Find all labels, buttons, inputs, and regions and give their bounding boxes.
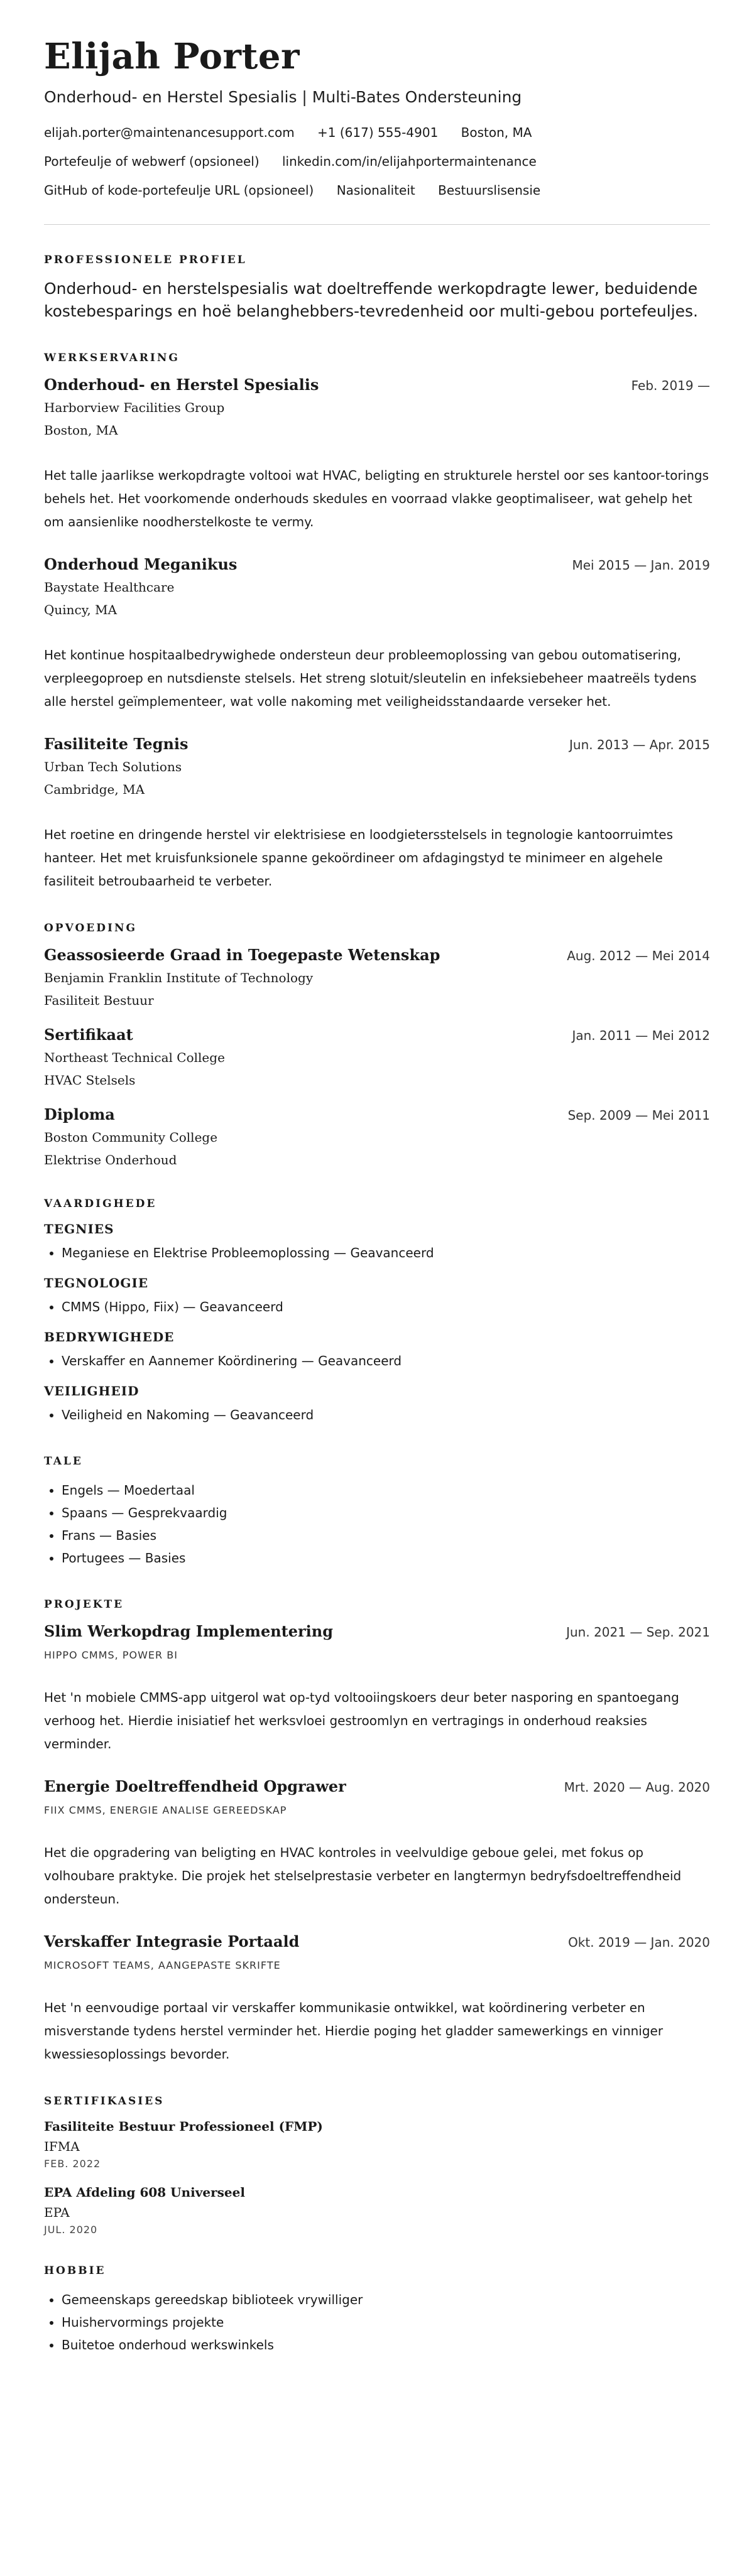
skill-item: • Meganiese en Elektrise Probleemoplossing — Geavanceerd: [62, 1242, 710, 1264]
certification-name: EPA Afdeling 608 Universeel: [44, 2185, 245, 2200]
job-description: Het talle jaarlikse werkopdragte voltooi wat HVAC, beligting en strukturele herstel oor ses kantoor-torings behels het. Het voorkomende onderhouds skedules en voorraad vlakke geoptimaliseer, wat gehelp het om aansienlike noodherstelkoste te vermy.: [44, 468, 709, 530]
skill-list: [44, 1404, 710, 1426]
certification-entry: [44, 2185, 710, 2236]
project-title: Verskaffer Integrasie Portaald: [44, 1932, 300, 1951]
contact-phone[interactable]: +1 (617) 555-4901: [317, 124, 439, 140]
candidate-name: Elijah Porter: [44, 36, 300, 77]
job-description: Het roetine en dringende herstel vir elektrisiese en loodgietersstelsels in tegnologie kantoorruimtes hanteer. Het met kruisfunksionele spanne gekoördineer om afdagingstyd te minimeer en algehele fasiliteit betroubaarheid te verbeter.: [44, 827, 674, 889]
projects-section: [44, 1598, 710, 2066]
project-title: Slim Werkopdrag Implementering: [44, 1622, 334, 1641]
project-description: Het 'n eenvoudige portaal vir verskaffer kommunikasie ontwikkel, wat koördinering verbeter en misverstande tydens herstel verminder het. Hierdie poging het gladder samewerkings en vinniger kwessiesoplossings bevorder.: [44, 2000, 664, 2062]
language-list: [44, 1479, 710, 1569]
job-date: Jun. 2013 — Apr. 2015: [569, 737, 710, 753]
skill-category: TEGNOLOGIE: [44, 1275, 149, 1291]
project-date: Okt. 2019 — Jan. 2020: [568, 1935, 710, 1951]
education-entry: [44, 946, 710, 1009]
job-company: Urban Tech Solutions: [44, 759, 182, 775]
project-entry: [44, 1777, 710, 1911]
certification-name: Fasiliteite Bestuur Professioneel (FMP): [44, 2119, 323, 2135]
school-name: Boston Community College: [44, 1130, 218, 1145]
section-title-education: OPVOEDING: [44, 922, 138, 935]
degree-title: Sertifikaat: [44, 1026, 133, 1044]
certification-date: JUL. 2020: [44, 2224, 98, 2236]
job-location: Boston, MA: [44, 423, 118, 438]
skill-category: BEDRYWIGHEDE: [44, 1329, 175, 1345]
contact-row-3: [44, 181, 710, 199]
skill-item: • Verskaffer en Aannemer Koördinering — Geavanceerd: [62, 1350, 710, 1372]
job-description: Het kontinue hospitaalbedrywighede ondersteun deur probleemoplossing van gebou outomatisering, verpleegoproep en nutsdienste stelsels. Het streng slotuit/sleutelin en infeksiebeheer maatreëls tydens alle herstel geïmplementeer, wat volle nakoming met veiligheidsstandaarde verseker het.: [44, 647, 697, 710]
section-title-languages: TALE: [44, 1455, 83, 1468]
project-entry: [44, 1622, 710, 1756]
job-company: Harborview Facilities Group: [44, 400, 225, 416]
hobby-item: • Buitetoe onderhoud werkswinkels: [62, 2334, 710, 2356]
section-title-hobbies: HOBBIE: [44, 2265, 106, 2278]
job-title: Onderhoud Meganikus: [44, 555, 238, 574]
profile-summary: Onderhoud- en herstelspesialis wat doeltreffende werkopdragte lewer, beduidende kostebesparings en hoë belanghebbers-tevredenheid oor multi-gebou portefeuljes.: [44, 279, 699, 320]
skill-category: VEILIGHEID: [44, 1383, 139, 1399]
degree-date: Sep. 2009 — Mei 2011: [567, 1108, 710, 1123]
experience-entry: [44, 735, 710, 893]
experience-entry: [44, 555, 710, 713]
language-item: • Frans — Basies: [62, 1524, 710, 1547]
education-entry: [44, 1026, 710, 1089]
contact-row-2: [44, 153, 710, 170]
job-title: Fasiliteite Tegnis: [44, 735, 188, 754]
job-date: Mei 2015 — Jan. 2019: [572, 558, 710, 573]
hobby-item: • Gemeenskaps gereedskap biblioteek vrywilliger: [62, 2288, 710, 2311]
job-date: Feb. 2019 —: [631, 378, 710, 394]
school-name: Northeast Technical College: [44, 1050, 225, 1066]
experience-section: [44, 352, 710, 893]
degree-title: Geassosieerde Graad in Toegepaste Wetenskap: [44, 946, 440, 965]
certification-org: IFMA: [44, 2139, 80, 2155]
certification-date: FEB. 2022: [44, 2158, 101, 2170]
project-tech: FIIX CMMS, ENERGIE ANALISE GEREEDSKAP: [44, 1804, 287, 1817]
contact-location: Boston, MA: [461, 124, 532, 140]
section-title-certifications: SERTIFIKASIES: [44, 2095, 165, 2108]
section-title-profile: PROFESSIONELE PROFIEL: [44, 253, 247, 266]
job-title: Onderhoud- en Herstel Spesialis: [44, 376, 319, 394]
certification-org: EPA: [44, 2205, 70, 2221]
skill-list: [44, 1350, 710, 1372]
header-divider: [44, 224, 710, 225]
project-description: Het 'n mobiele CMMS-app uitgerol wat op-tyd voltooiingskoers deur beter nasporing en spantoegang verhoog het. Hierdie inisiatief het werksvloei gestroomlyn en vertragings in onderhoud reaksies verminder.: [44, 1690, 679, 1752]
project-entry: [44, 1932, 710, 2066]
degree-date: Jan. 2011 — Mei 2012: [572, 1028, 710, 1044]
project-date: Jun. 2021 — Sep. 2021: [566, 1625, 710, 1640]
degree-field: Elektrise Onderhoud: [44, 1152, 177, 1168]
skill-list: [44, 1296, 710, 1318]
certification-entry: [44, 2119, 710, 2170]
job-company: Baystate Healthcare: [44, 580, 175, 595]
hobby-list: [44, 2288, 710, 2356]
degree-title: Diploma: [44, 1105, 115, 1124]
language-item: • Engels — Moedertaal: [62, 1479, 710, 1502]
certifications-section: [44, 2095, 710, 2236]
skill-list: [44, 1242, 710, 1264]
degree-field: Fasiliteit Bestuur: [44, 993, 154, 1009]
section-title-experience: WERKSERVARING: [44, 352, 180, 365]
contact-github[interactable]: GitHub of kode-portefeulje URL (opsioneel): [44, 182, 314, 198]
education-section: [44, 922, 710, 1169]
skill-item: • CMMS (Hippo, Fiix) — Geavanceerd: [62, 1296, 710, 1318]
project-tech: MICROSOFT TEAMS, AANGEPASTE SKRIFTE: [44, 1959, 281, 1972]
skill-item: • Veiligheid en Nakoming — Geavanceerd: [62, 1404, 710, 1426]
contact-portfolio[interactable]: Portefeulje of webwerf (opsioneel): [44, 153, 260, 169]
degree-field: HVAC Stelsels: [44, 1073, 136, 1088]
languages-section: [44, 1455, 710, 1569]
contact-email[interactable]: elijah.porter@maintenancesupport.com: [44, 124, 295, 140]
experience-entry: [44, 376, 710, 534]
language-item: • Spaans — Gesprekvaardig: [62, 1502, 710, 1524]
project-description: Het die opgradering van beligting en HVAC kontroles in veelvuldige geboue gelei, met fokus op volhoubare praktyke. Die projek het stelselprestasie verbeter en langtermyn bedryfsdoeltreffendheid ondersteun.: [44, 1845, 682, 1907]
school-name: Benjamin Franklin Institute of Technology: [44, 970, 314, 986]
project-date: Mrt. 2020 — Aug. 2020: [564, 1780, 710, 1795]
contact-linkedin[interactable]: linkedin.com/in/elijahportermaintenance: [281, 153, 537, 169]
section-title-skills: VAARDIGHEDE: [44, 1198, 157, 1211]
hobby-item: • Huishervormings projekte: [62, 2311, 710, 2334]
hobbies-section: [44, 2265, 710, 2356]
language-item: • Portugees — Basies: [62, 1547, 710, 1569]
contact-license: Bestuurslisensie: [438, 182, 541, 198]
job-location: Quincy, MA: [44, 602, 117, 618]
education-entry: [44, 1105, 710, 1169]
project-title: Energie Doeltreffendheid Opgrawer: [44, 1777, 346, 1796]
job-location: Cambridge, MA: [44, 782, 145, 798]
degree-date: Aug. 2012 — Mei 2014: [567, 948, 710, 964]
project-tech: HIPPO CMMS, POWER BI: [44, 1649, 178, 1662]
candidate-headline: Onderhoud- en Herstel Spesialis | Multi-Bates Ondersteuning: [44, 87, 522, 106]
contact-row-1: [44, 124, 710, 141]
section-title-projects: PROJEKTE: [44, 1598, 124, 1611]
skill-category: TEGNIES: [44, 1221, 114, 1237]
profile-section: [44, 254, 710, 323]
contact-nationality: Nasionaliteit: [336, 182, 415, 198]
skills-section: [44, 1198, 710, 1426]
